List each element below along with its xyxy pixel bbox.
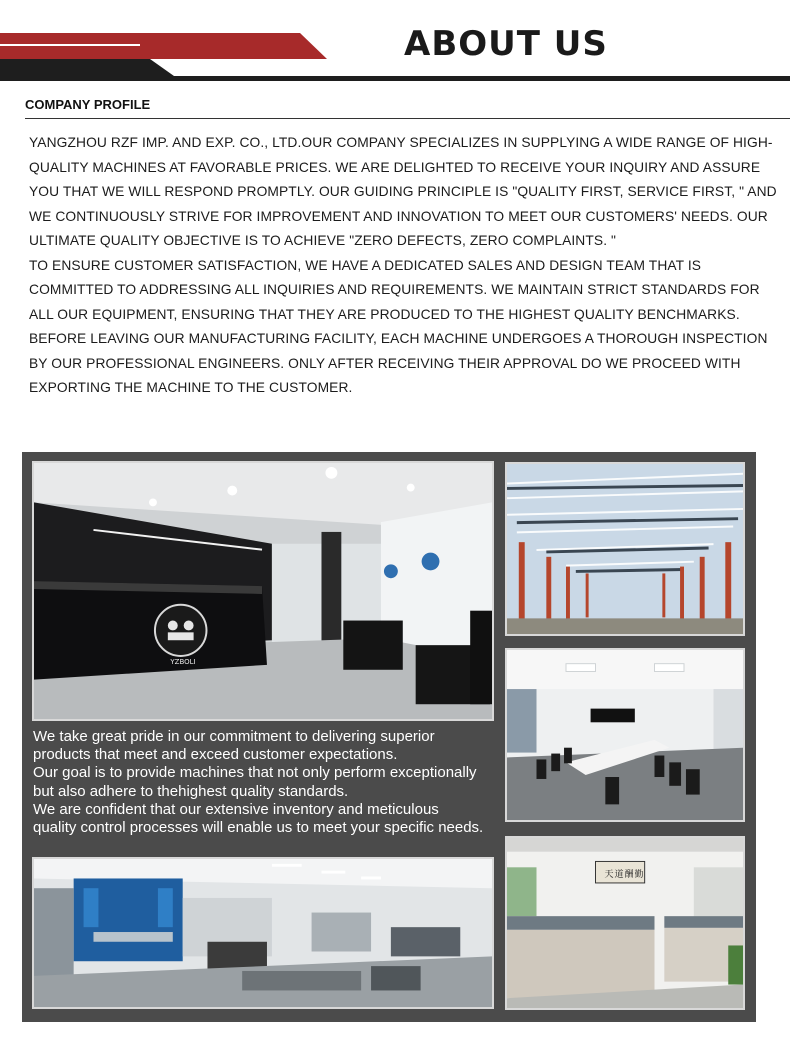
meeting-room-photo xyxy=(505,648,745,822)
caption-line-1: We take great pride in our commitment to delivering superior xyxy=(33,728,435,745)
page-header xyxy=(0,0,790,90)
workshop-photo xyxy=(32,857,494,1009)
header-dark-stripe xyxy=(0,59,790,81)
profile-paragraph-2: TO ENSURE CUSTOMER SATISFACTION, WE HAVE A DEDICATED SALES AND DESIGN TEAM THAT IS COMMITTED TO ADDRESSING ALL INQUIRIES AND REQUIREMENTS. WE MAINTAIN STRICT STANDARDS FOR ALL OUR EQUIPMENT, ENSURING THAT THEY ARE PRODUCED TO THE HIGHEST QUALITY BENCHMARKS. BEFORE LEAVING OUR MANUFACTURING FACILITY, EACH MACHINE UNDERGOES A THOROUGH INSPECTION BY OUR PROFESSIONAL ENGINEERS. ONLY AFTER RECEIVING THEIR APPROVAL DO WE PROCEED WITH EXPORTING THE MACHINE TO THE CUSTOMER. xyxy=(29,257,768,395)
logo-text: YZBOLI xyxy=(170,658,196,666)
caption-line-4: but also adhere to thehighest quality standards. xyxy=(33,782,349,800)
caption-line-5: We are confident that our extensive inventory and meticulous xyxy=(33,800,439,818)
profile-text xyxy=(29,131,784,401)
steel-structure-photo xyxy=(505,462,745,636)
header-banner-graphic xyxy=(0,0,790,90)
reception-photo xyxy=(32,461,494,721)
caption-line-6: quality control processes will enable us to meet your specific needs. xyxy=(33,819,484,837)
office-sign-text: 天道酬勤 xyxy=(604,870,645,880)
page-title: ABOUT US xyxy=(404,24,608,64)
caption-line-2: products that meet and exceed customer expectations. xyxy=(33,746,398,764)
office-photo xyxy=(505,836,745,1010)
profile-paragraph-1: YANGZHOU RZF IMP. AND EXP. CO., LTD.OUR COMPANY SPECIALIZES IN SUPPLYING A WIDE RANGE OF HIGH-QUALITY MACHINES AT FAVORABLE PRICES. WE ARE DELIGHTED TO RECEIVE YOUR INQUIRY AND ASSURE YOU THAT WE WILL RESPOND PROMPTLY. OUR GUIDING PRINCIPLE IS "QUALITY FIRST, SERVICE FIRST, " AND WE CONTINUOUSLY STRIVE FOR IMPROVEMENT AND INNOVATION TO MEET OUR CUSTOMERS' NEEDS. OUR ULTIMATE QUALITY OBJECTIVE IS TO ACHIEVE "ZERO DEFECTS, ZERO COMPLAINTS. " xyxy=(29,135,777,248)
section-heading: COMPANY PROFILE xyxy=(25,97,151,112)
gallery-caption xyxy=(33,728,513,837)
section-divider xyxy=(25,118,790,119)
caption-line-3: Our goal is to provide machines that not only perform exceptionally xyxy=(33,764,477,782)
